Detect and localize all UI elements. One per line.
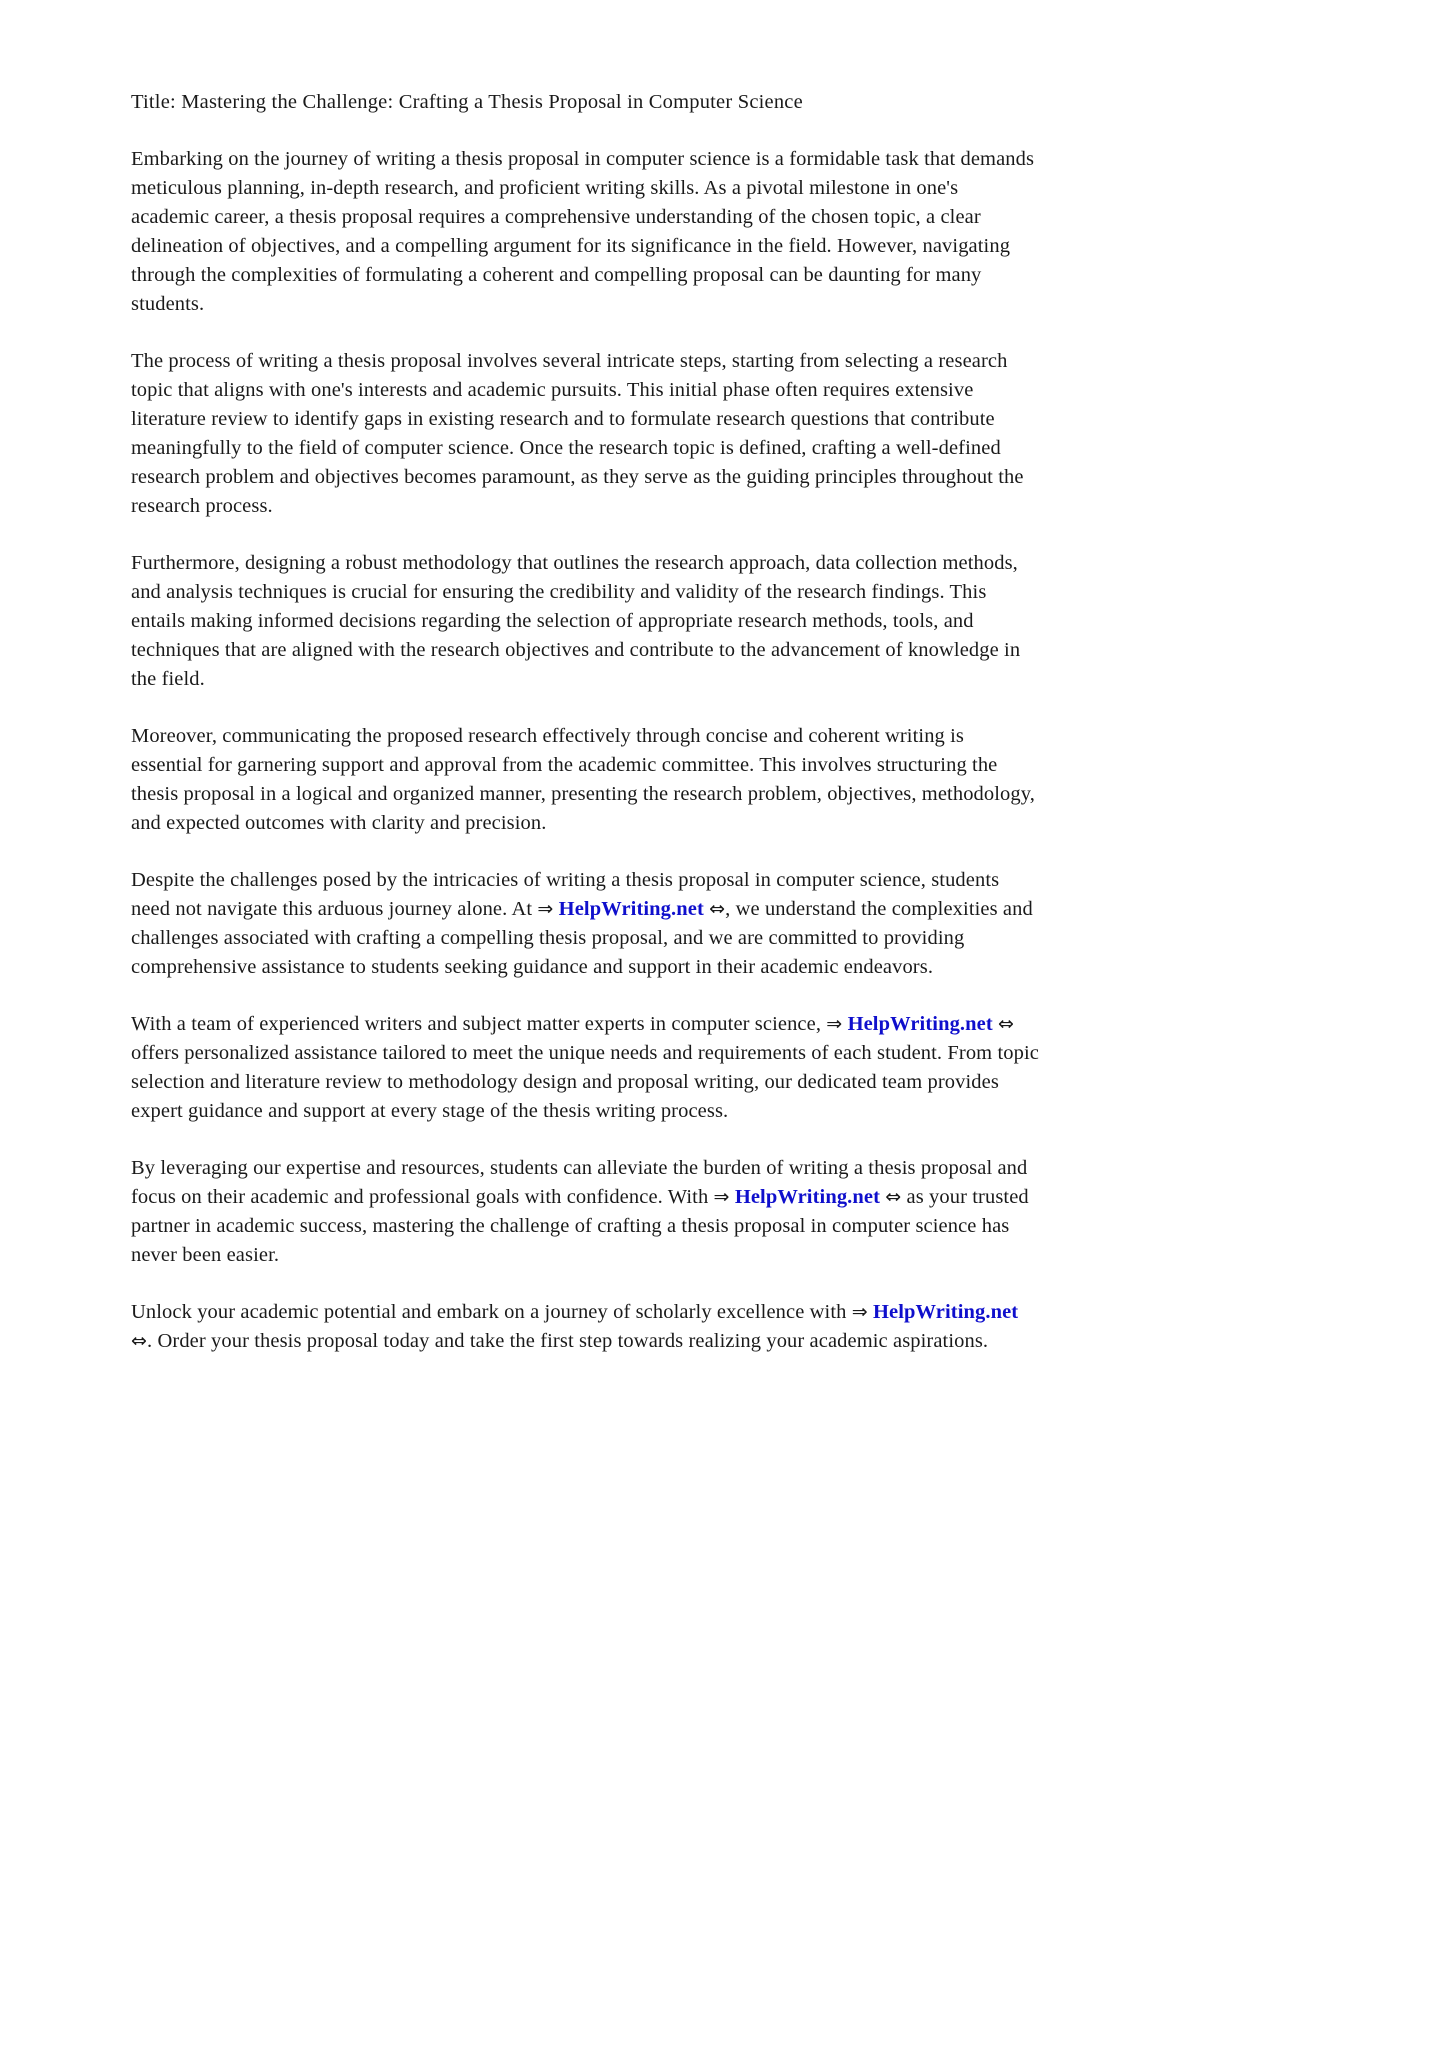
paragraph-5-text-before: Despite the challenges posed by the intricacies of writing a thesis proposal in computer science, students need not navigate this arduous journey alone. At <box>131 869 1000 920</box>
left-right-arrow-icon: ⇔ <box>998 1013 1015 1035</box>
double-arrow-right-icon: ⇒ <box>826 1013 843 1035</box>
paragraph-7-text-before: By leveraging our expertise and resources, students can alleviate the burden of writing a thesis proposal and focus on their academic and professional goals with confidence. With <box>131 1157 1028 1208</box>
paragraph-6-text-before: With a team of experienced writers and subject matter experts in computer science, <box>131 1013 827 1035</box>
helpwriting-link-1[interactable] <box>537 898 725 920</box>
left-right-arrow-icon: ⇔ <box>131 1330 148 1352</box>
paragraph-5 <box>131 866 1039 982</box>
paragraph-8-text-after: . Order your thesis proposal today and take the first step towards realizing your academic aspirations. <box>147 1330 989 1352</box>
paragraph-3: Furthermore, designing a robust methodology that outlines the research approach, data collection methods, and analysis techniques is crucial for ensuring the credibility and validity of the research findings. This entails making informed decisions regarding the selection of appropriate research methods, tools, and techniques that are aligned with the research objectives and contribute to the advancement of knowledge in the field. <box>131 552 1021 690</box>
double-arrow-right-icon: ⇒ <box>713 1186 730 1208</box>
double-arrow-right-icon: ⇒ <box>537 898 554 920</box>
helpwriting-link-label-3[interactable]: HelpWriting.net <box>734 1186 881 1208</box>
paragraph-1: Embarking on the journey of writing a thesis proposal in computer science is a formidable task that demands meticulous planning, in-depth research, and proficient writing skills. As a pivotal milestone in one's academic career, a thesis proposal requires a comprehensive understanding of the chosen topic, a clear delineation of objectives, and a compelling argument for its significance in the field. However, navigating through the complexities of formulating a coherent and compelling proposal can be daunting for many students. <box>131 148 1035 315</box>
paragraph-6-text-after: offers personalized assistance tailored to meet the unique needs and requirements of each student. From topic selection and literature review to methodology design and proposal writing, our dedicated team provides expert guidance and support at every stage of the thesis writing process. <box>131 1042 1039 1122</box>
paragraph-8 <box>131 1298 1039 1356</box>
paragraph-2: The process of writing a thesis proposal involves several intricate steps, starting from selecting a research topic that aligns with one's interests and academic pursuits. This initial phase often requires extensive literature review to identify gaps in existing research and to formulate research questions that contribute meaningfully to the field of computer science. Once the research topic is defined, crafting a well-defined research problem and objectives becomes paramount, as they serve as the guiding principles throughout the research process. <box>131 350 1024 517</box>
left-right-arrow-icon: ⇔ <box>709 898 726 920</box>
paragraph-4: Moreover, communicating the proposed research effectively through concise and coherent writing is essential for garnering support and approval from the academic committee. This involves structuring the thesis proposal in a logical and organized manner, presenting the research problem, objectives, methodology, and expected outcomes with clarity and precision. <box>131 725 1036 834</box>
left-right-arrow-icon: ⇔ <box>885 1186 902 1208</box>
double-arrow-right-icon: ⇒ <box>851 1301 868 1323</box>
paragraph-8-text-before: Unlock your academic potential and embark on a journey of scholarly excellence with <box>131 1301 852 1323</box>
paragraph-6 <box>131 1010 1039 1126</box>
paragraph-5-text-after: , we understand the complexities and challenges associated with crafting a compelling thesis proposal, and we are committed to providing comprehensive assistance to students seeking guidance and support in their academic endeavors. <box>131 898 1033 978</box>
helpwriting-link-label-2[interactable]: HelpWriting.net <box>847 1013 993 1035</box>
helpwriting-link-3[interactable] <box>714 1186 902 1208</box>
page-title: Title: Mastering the Challenge: Crafting a Thesis Proposal in Computer Science <box>131 91 803 113</box>
paragraph-7-text-after: as your trusted partner in academic success, mastering the challenge of crafting a thesis proposal in computer science has never been easier. <box>131 1186 1029 1266</box>
helpwriting-link-label-4[interactable]: HelpWriting.net <box>872 1301 1019 1323</box>
helpwriting-link-label-1[interactable]: HelpWriting.net <box>558 898 704 920</box>
helpwriting-link-2[interactable] <box>826 1013 1014 1035</box>
document-body <box>131 88 1039 1356</box>
paragraph-7 <box>131 1154 1039 1270</box>
